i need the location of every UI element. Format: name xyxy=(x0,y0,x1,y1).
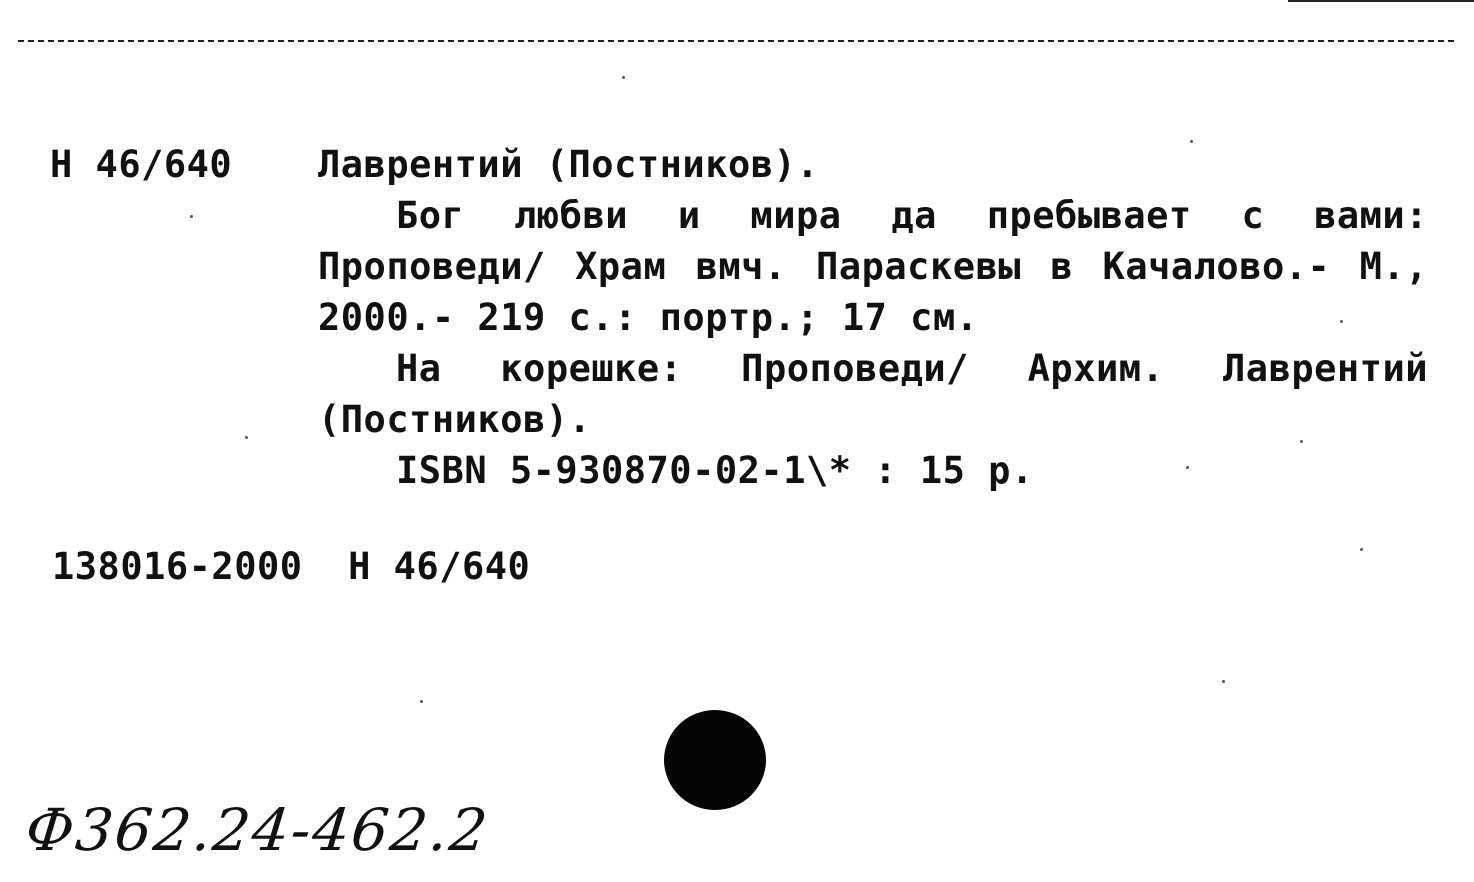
paper-speck xyxy=(1222,680,1225,683)
paper-speck xyxy=(1340,320,1343,323)
paper-speck xyxy=(1360,548,1363,551)
punch-hole xyxy=(664,710,766,810)
paper-speck xyxy=(1186,466,1189,469)
paper-speck xyxy=(245,436,248,439)
paper-speck xyxy=(622,76,625,79)
shelf-mark: Н 46/640 xyxy=(50,143,233,186)
spine-note: На корешке: Проповеди/ Архим. Лаврентий (Постников). xyxy=(318,347,1428,441)
bibliographic-description xyxy=(318,190,1428,496)
handwritten-classification: Ф362.24-462.2 xyxy=(22,796,493,864)
registry-number: 138016-2000 Н 46/640 xyxy=(52,545,531,588)
author-heading: Лаврентий (Постников). xyxy=(318,143,820,186)
paper-speck xyxy=(420,700,423,703)
paper-speck xyxy=(1300,440,1303,443)
paper-speck xyxy=(190,215,193,218)
title-statement: Бог любви и мира да пребывает с вами: Проповеди/ Храм вмч. Параскевы в Качалово.- М., 2000.- 219 с.: портр.; 17 см. xyxy=(318,194,1428,339)
paper-speck xyxy=(1190,140,1193,143)
top-dashed-rule xyxy=(18,40,1454,42)
isbn-price: ISBN 5-930870-02-1\* : 15 р. xyxy=(396,449,1034,492)
top-edge-mark xyxy=(1288,0,1474,2)
